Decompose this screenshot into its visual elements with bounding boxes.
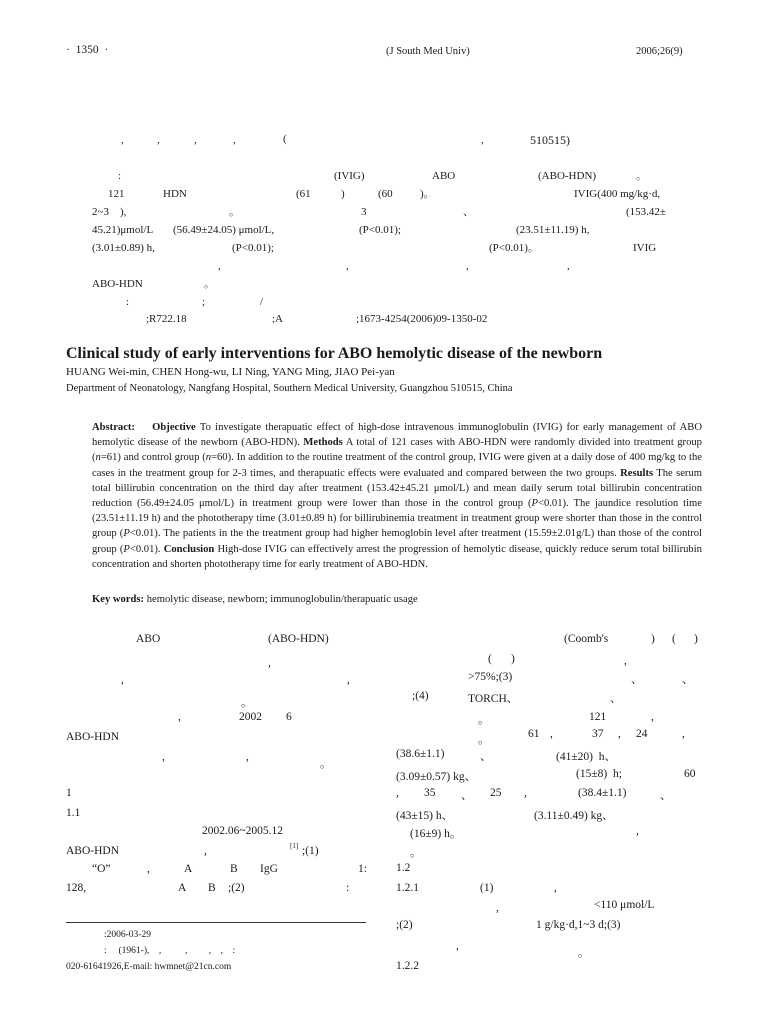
body-fragment: , <box>246 751 249 763</box>
cn-fragment: ABO-HDN <box>92 278 143 290</box>
conclusion-label: Conclusion <box>163 543 215 555</box>
body-fragment: 128, <box>66 882 87 894</box>
cn-fragment: , <box>567 260 570 272</box>
body-fragment: ;(4) <box>412 690 429 702</box>
body-fragment: 。 <box>241 697 253 709</box>
footnote-received: :2006-03-29 <box>104 930 151 940</box>
body-fragment: 35 <box>424 787 436 799</box>
body-fragment: (ABO-HDN) <box>268 633 329 645</box>
section-heading-1-2-2: 1.2.2 <box>396 960 419 972</box>
section-heading-1-1: 1.1 <box>66 807 81 819</box>
body-fragment: 1 g/kg·d,1~3 d;(3) <box>536 919 621 931</box>
english-affiliation: Department of Neonatology, Nangfang Hospital, Southern Medical University, Guangzhou 510515, China <box>66 383 513 394</box>
body-fragment: 。 <box>478 734 490 746</box>
body-fragment: , <box>554 882 557 894</box>
body-fragment: 60 <box>684 768 696 780</box>
body-fragment: 、 <box>682 674 694 686</box>
body-fragment: IgG <box>260 863 278 875</box>
english-keywords <box>92 594 418 605</box>
keywords-text: hemolytic disease, newborn; immunoglobulin/therapuatic usage <box>146 594 418 605</box>
cn-fragment: 、 <box>463 206 474 218</box>
body-fragment: 、 <box>631 674 643 686</box>
body-fragment: 37 <box>592 728 604 740</box>
cn-punct: , <box>121 134 124 146</box>
methods-text: =61) and control group ( <box>100 452 206 464</box>
body-fragment: 、 <box>610 693 622 705</box>
body-fragment: 6 <box>286 711 292 723</box>
body-fragment: (15±8) h; <box>576 768 622 780</box>
cn-fragment: HDN <box>163 188 187 200</box>
body-fragment: (1) <box>480 882 494 894</box>
section-heading-1: 1 <box>66 787 72 799</box>
body-fragment: 1: <box>358 863 367 875</box>
body-fragment: 、 <box>461 790 473 802</box>
n-symbol: n <box>95 452 101 464</box>
results-text: <0.01). The jaundice resolution time (23.51±11.19 h) and the phototherapy time (3.01±0.89 h) for billirubinemia treatment in treatment group were shorter than those in the control group ( <box>92 498 702 540</box>
cn-classification: ;1673-4254(2006)09-1350-02 <box>356 313 488 325</box>
cn-fragment: 。 <box>229 206 240 218</box>
body-fragment: 121 <box>589 711 607 723</box>
p-symbol: P <box>123 528 130 540</box>
journal-name: (J South Med Univ) <box>386 46 470 57</box>
body-fragment: (Coomb's <box>564 633 609 645</box>
cn-punct: , <box>481 134 484 146</box>
page-number: · 1350 · <box>66 44 109 56</box>
cn-punct: , <box>233 134 236 146</box>
conclusion-text: High-dose IVIG can effectively arrest the progression of hemolytic disease, quickly reduce serum total billirubin concentration and shorten phototherapy time for early treatment of ABO-HDN. <box>92 543 702 570</box>
body-fragment: 、 <box>480 751 492 763</box>
body-fragment: ;(1) <box>302 845 319 857</box>
body-fragment: TORCH、 <box>468 693 519 705</box>
body-fragment: , <box>682 728 685 740</box>
body-fragment: 。 <box>478 714 490 726</box>
cn-fragment: (P<0.01); <box>359 224 401 236</box>
body-fragment: ( <box>672 633 676 645</box>
body-fragment: , <box>636 825 639 837</box>
body-fragment: 24 <box>636 728 648 740</box>
body-fragment: A <box>178 882 187 894</box>
body-fragment: 、 <box>660 790 672 802</box>
results-text: <0.01). The patients in the the treatment group had higher hemoglobin level after treatment (15.59±2.01g/L) than those of the control group ( <box>92 528 702 555</box>
cn-fragment: (ABO-HDN) <box>538 170 597 182</box>
body-fragment: ABO <box>136 633 161 645</box>
cn-fragment: 。 <box>204 278 215 290</box>
cn-fragment: : <box>118 170 122 182</box>
body-fragment: (38.6±1.1) <box>396 748 445 760</box>
body-fragment: ) <box>651 633 655 645</box>
p-symbol: P <box>531 498 539 510</box>
body-fragment: (43±15) h、 <box>396 810 454 822</box>
body-fragment: : <box>346 882 350 894</box>
body-fragment: 。 <box>320 758 332 770</box>
cn-fragment: (3.01±0.89) h, <box>92 242 155 254</box>
cn-fragment: IVIG(400 mg/kg·d, <box>574 188 661 200</box>
body-fragment: ABO-HDN <box>66 731 120 743</box>
english-title: Clinical study of early interventions for ABO hemolytic disease of the newborn <box>66 345 603 362</box>
cn-fragment: (61 <box>296 188 311 200</box>
cn-fragment: (56.49±24.05) μmol/L, <box>173 224 275 236</box>
cn-punct: , <box>157 134 160 146</box>
body-fragment: , <box>496 902 499 914</box>
body-fragment: (3.09±0.57) kg、 <box>396 771 477 783</box>
body-fragment: 2002 <box>239 711 262 723</box>
english-abstract <box>92 420 702 572</box>
body-fragment: , <box>147 863 150 875</box>
body-fragment: , <box>618 728 621 740</box>
body-fragment: (3.11±0.49) kg、 <box>534 810 614 822</box>
body-fragment: B <box>208 882 216 894</box>
cn-classification: ;A <box>272 313 283 325</box>
body-fragment: >75%;(3) <box>468 671 513 683</box>
cn-fragment: (P<0.01); <box>232 242 274 254</box>
body-fragment: 61 <box>528 728 540 740</box>
cn-fragment: (P<0.01)。 <box>489 242 539 254</box>
cn-fragment: (23.51±11.19) h, <box>516 224 590 236</box>
body-fragment: 。 <box>578 947 590 959</box>
results-text: The serum total billirubin concentration on the third day after treatment (153.42±45.21 μmol/L) and mean daily serum total billirubin concentration reduction (56.49±24.05 μmol/L) in treatment group were lower than those in the control group ( <box>92 467 702 510</box>
cn-fragment: 3 <box>361 206 367 218</box>
body-fragment: (16±9) h。 <box>410 828 462 840</box>
body-fragment: ABO-HDN <box>66 845 120 857</box>
body-fragment: 25 <box>490 787 502 799</box>
objective-label: Objective <box>152 422 196 433</box>
body-fragment: , <box>396 787 399 799</box>
body-fragment: “O” <box>92 863 111 875</box>
cn-fragment: (60 <box>378 188 393 200</box>
body-fragment: , <box>162 751 165 763</box>
date-range: 2002.06~2005.12 <box>202 825 283 837</box>
n-symbol: n <box>205 452 212 464</box>
cn-fragment: 121 <box>108 188 125 200</box>
cn-fragment: 。 <box>636 170 647 182</box>
methods-text: =60). In addition to the routine treatment of the control group, IVIG were given at a daily dose of 400 mg/kg to the cases in the treatment group for 2-3 times, and therapuatic effects were evaluated and compared between the two groups. <box>92 452 702 479</box>
cn-fragment: (IVIG) <box>334 170 365 182</box>
objective-text: To investigate therapuatic effect of high-dose intravenous immunoglobulin (IVIG) for early management of ABO hemolytic disease of the newborn (ABO-HDN). <box>92 422 702 449</box>
abstract-label: Abstract: <box>92 422 135 433</box>
cn-classification: ;R722.18 <box>146 313 187 325</box>
body-fragment: <110 μmol/L <box>594 899 655 911</box>
footnote-divider <box>66 922 366 923</box>
body-fragment: , <box>624 655 627 667</box>
cn-fragment: , <box>218 260 221 272</box>
body-fragment: , <box>178 711 181 723</box>
cn-zip: 510515) <box>530 133 570 147</box>
cn-fragment: IVIG <box>633 242 657 254</box>
body-fragment: , <box>456 940 459 952</box>
cn-fragment: 45.21)μmol/L <box>92 224 154 236</box>
cn-fragment: ABO <box>432 170 456 182</box>
footnote-contact: 020-61641926,E-mail: hwmnet@21cn.com <box>66 962 232 972</box>
body-fragment: A <box>184 863 193 875</box>
body-fragment: ) <box>694 633 698 645</box>
issue-info: 2006;26(9) <box>636 46 683 57</box>
body-fragment: ;(2) <box>228 882 245 894</box>
body-fragment: , <box>268 657 271 669</box>
cn-fragment: , <box>466 260 469 272</box>
body-fragment: , <box>121 674 124 686</box>
cn-punct: ( <box>283 133 287 145</box>
section-heading-1-2: 1.2 <box>396 862 411 874</box>
cn-fragment: , <box>346 260 349 272</box>
body-fragment: , <box>347 674 350 686</box>
cn-fragment: ) <box>341 188 345 200</box>
cn-keywords: / <box>260 296 264 308</box>
p-symbol: P <box>123 543 130 555</box>
body-fragment: , <box>550 728 553 740</box>
cn-fragment: (153.42± <box>626 206 666 218</box>
citation-ref: [1] <box>290 842 299 850</box>
cn-punct: , <box>194 134 197 146</box>
body-fragment: 。 <box>410 847 422 859</box>
body-fragment: , <box>204 845 207 857</box>
footnote-author: : (1961-), , , , , : <box>104 946 236 956</box>
english-authors: HUANG Wei-min, CHEN Hong-wu, LI Ning, YANG Ming, JIAO Pei-yan <box>66 366 395 378</box>
body-fragment: , <box>651 711 654 723</box>
methods-text: A total of 121 cases with ABO-HDN were randomly divided into treatment group ( <box>92 437 702 464</box>
body-fragment: (41±20) h、 <box>556 751 616 763</box>
body-fragment: , <box>524 787 527 799</box>
keywords-label: Key words: <box>92 594 145 605</box>
section-heading-1-2-1: 1.2.1 <box>396 882 419 894</box>
body-fragment: ) <box>511 653 515 665</box>
cn-keywords: ; <box>202 296 206 308</box>
cn-keywords: : <box>126 296 130 308</box>
cn-fragment: 2~3 ), <box>92 206 127 218</box>
body-fragment: ( <box>488 653 492 665</box>
methods-label: Methods <box>303 437 343 449</box>
cn-fragment: )。 <box>420 188 435 200</box>
results-text: <0.01). <box>129 543 161 555</box>
results-label: Results <box>620 467 654 479</box>
body-fragment: ;(2) <box>396 919 413 931</box>
body-fragment: (38.4±1.1) <box>578 787 627 799</box>
body-fragment: B <box>230 863 238 875</box>
